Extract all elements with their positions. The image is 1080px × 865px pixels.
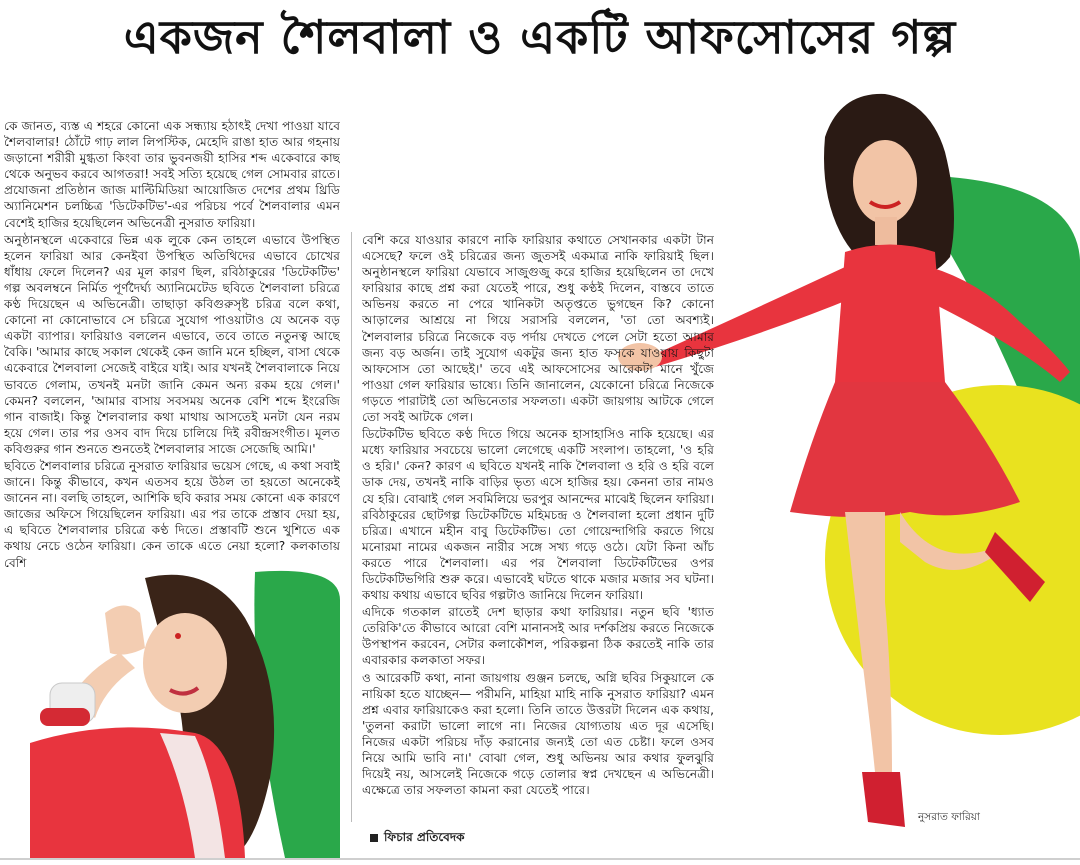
column-divider bbox=[351, 232, 352, 822]
article-column-center bbox=[362, 232, 714, 817]
paragraph: অনুষ্ঠানস্থলে একেবারে ভিন্ন এক লুকে কেন তাহলে এভাবে উপস্থিত হলেন ফারিয়া আর কেনইবা উপস্থিত অতিথিদের এভাবে চোখের ধাঁধায় ফেলে দিলেন? এর মূল কারণ ছিল, রবিঠাকুরের 'ডিটেকটিভ' গল্প অবলম্বনে নির্মিত পূর্ণদৈর্ঘ্য অ্যানিমেটেড ছবিতে শৈলবালা চরিত্রে কণ্ঠ দিয়েছেন এ অভিনেত্রী। তাছাড়া কবিগুরুসৃষ্ট চরিত্র বলে কথা, কোনো না কোনোভাবে সে চরিত্রে সুযোগ পাওয়াটাও যে অনেক বড় একটা ব্যাপার। ফারিয়াও বললেন এভাবে, তবে তাতে নতুনত্ব আছে বৈকি। 'আমার কাছে সকাল থেকেই কেন জানি মনে হচ্ছিল, বাসা থেকে একেবারে শৈলবালা সেজেই বাইরে যাই। আর যখনই শৈলবালাকে নিয়ে ভাবতে গেলাম, তখনই মনটা জানি কেমন অন্য রকম হয়ে গেল।' কেমন? বললেন, 'আমার বাসায় সবসময় অনেক বেশি শব্দে ইংরেজি গান বাজাই। কিন্তু শৈলবালার কথা মাথায় আসতেই মনটা যেন নরম হয়ে গেল। তার পর ওসব বাদ দিয়ে চালিয়ে দিই রবীন্দ্রসংগীত। মূলত কবিগুরুর গান শুনতে শুনতেই শৈলবালার সাজে সেজেছি আমি।' bbox=[4, 232, 340, 456]
paragraph: ডিটেকটিভ ছবিতে কণ্ঠ দিতে গিয়ে অনেক হাসাহাসিও নাকি হয়েছে। এর মধ্যে ফারিয়ার সবচেয়ে ভালো লেগেছে একটি সংলাপ। তাহলো, 'ও হরি ও হরি।' কেন? কারণ এ ছবিতে যখনই নাকি শৈলবালা ও হরি ও হরি বলে ডাক দেয়, তখনই নাকি বাড়ির ভৃত্য এসে হাজির হয়। কেননা তার নামও যে হরি। বোঝাই গেল সবমিলিয়ে ভরপুর আনন্দের মাঝেই ছিলেন ফারিয়া। রবিঠাকুরের ছোটগল্প ডিটেকটিভে মহিমচন্দ্র ও শৈলবালা হলো প্রধান দুটি চরিত্র। এখানে মহীন বাবু ডিটেকটিভ। তো গোয়েন্দাগিরি করতে গিয়ে মনোরমা নামের একজন নারীর সঙ্গে সখ্য গড়ে ওঠে। যেটা কিনা আঁচ করতে পারে শৈলবালা। এর পর শৈলবালা ডিটেকটিভের ওপর ডিটেকটিভগিরি শুরু করে। এভাবেই ঘটতে থাকে মজার মজার সব ঘটনা। কথায় কথায় এভাবে ছবির গল্পটাও জানিয়ে দিলেন ফারিয়া। bbox=[362, 427, 714, 603]
paragraph: এদিকে গতকাল রাতেই দেশ ছাড়ার কথা ফারিয়ার। নতুন ছবি 'ধ্যাত তেরিকি'তে কীভাবে আরো বেশি মানানসই আর দর্শকপ্রিয় করতে নিজেকে উপস্থাপন করবেন, সেটার কলাকৌশল, পরিকল্পনা ঠিক করতেই নাকি তার এবারকার কলকাতা সফর। bbox=[362, 605, 714, 668]
byline-square-icon bbox=[370, 834, 378, 842]
article-column-left bbox=[4, 118, 340, 573]
paragraph: ও আরেকটি কথা, নানা জায়গায় গুঞ্জন চলছে, অগ্নি ছবির সিকুয়ালে কে নায়িকা হতে যাচ্ছেন— পরীমনি, মাহিয়া মাহি নাকি নুসরাত ফারিয়া? এমন প্রশ্ন এবার ফারিয়াকেও করা হলো। তিনি তাতে উত্তরটা দিলেন এক কথায়, 'তুলনা করাটা ভালো লাগে না। নিজের যোগ্যতায় এত দূর এসেছি। নিজের একটা পরিচয় দাঁড় করানোর জন্যই তো এত চেষ্টা। ফলে ওসব নিয়ে আমি ভাবি না।' বোঝা গেল, শুধু অভিনয় আর কথার ফুলঝুরি দিয়েই নয়, আসলেই নিজেকে গড়ে তোলার স্বপ্ন দেখছেন এ অভিনেত্রী। এক্ষেত্রে তার সফলতা কামনা করা যেতেই পারে। bbox=[362, 670, 714, 798]
woman-portrait-figure bbox=[10, 558, 310, 858]
paragraph: বেশি করে যাওয়ার কারণে নাকি ফারিয়ার কথাতে সেখানকার একটা টান এসেছে? ফলে ওই চরিত্রের জন্য জুতসই একমাত্র নাকি ফারিয়াই ছিল। অনুষ্ঠানস্থলে ফারিয়া যেভাবে সাজুগুজু করে হাজির হয়েছিলেন তা দেখে ফারিয়ার কাছে প্রশ্ন করা যেতেই পারে, শুধু কণ্ঠই দিলেন, বাস্তবে তাতে অভিনয় করতে না পেরে খানিকটা অতৃপ্ততে ভুগছেন কি? কোনো আড়ালের আশ্রয়ে না গিয়ে সরাসরি বললেন, 'তা তো অবশ্যই। শৈলবালার চরিত্রে নিজেকে বড় পর্দায় দেখতে পেলে সেটা হতো আমার জন্য বড় অর্জন। তাই সুযোগ একটুর জন্য হাত ফসকে যাওয়ায় কিছুটা আফসোস তো আছেই।' তবে এই আফসোসের আরেকটা মানে খুঁজে পাওয়া গেল ফারিয়ার ভাষ্যে। তিনি জানালেন, যেকোনো চরিত্রে নিজেকে গড়তে পারাটাই তো অভিনেতার সফলতা। একটা জায়গায় আটকে গেলে তো সবই আটকে গেল। bbox=[362, 233, 714, 425]
headline: একজন শৈলবালা ও একটি আফসোসের গল্প bbox=[123, 10, 957, 64]
paragraph: ছবিতে শৈলবালার চরিত্রে নুসরাত ফারিয়ার ভয়েস গেছে, এ কথা সবাই জানে। কিন্তু কীভাবে, কখন এতসব হয়ে উঠল তা হয়তো অনেকেই জানেন না। বলছি তাহলে, আশিকি ছবি করার সময় কোনো এক কারণে জাজের অফিসে গিয়েছিলেন ফারিয়া। এর পর তাকে প্রস্তাব দেয়া হয়, এ ছবিতে শৈলবালার চরিত্রে কণ্ঠ দিতে। প্রস্তাবটি শুনে খুশিতে এক কথায় নেচে ওঠেন ফারিয়া। কেন তাকে এতে নেয়া হলো? কলকাতায় বেশি bbox=[4, 458, 340, 570]
photo-caption: নুসরাত ফারিয়া bbox=[918, 811, 980, 823]
byline-text: ফিচার প্রতিবেদক bbox=[384, 830, 465, 844]
byline bbox=[370, 829, 465, 849]
bottom-divider bbox=[0, 858, 1080, 860]
paragraph: কে জানত, ব্যস্ত এ শহরে কোনো এক সন্ধ্যায় হঠাৎই দেখা পাওয়া যাবে শৈলবালার! ঠোঁটে গাঢ় লাল লিপস্টিক, মেহেদি রাঙা হাত আর গহনায় জড়ানো শরীরী মুগ্ধতা কিংবা তার ভুবনজয়ী হাসির শব্দ একেবারে কাছ থেকে অনুভব করবে আগতরা! সবই সত্যি হয়েছে গেল সোমবার রাতে। প্রযোজনা প্রতিষ্ঠান জাজ মাল্টিমিডিয়া আয়োজিত দেশের প্রথম থ্রিডি অ্যানিমেশন চলচ্চিত্র 'ডিটেকটিভ'-এর পরিচয় পর্বে শৈলবালার এমন বেশেই হাজির হয়েছিলেন অভিনেত্রী নুসরাত ফারিয়া। bbox=[4, 119, 340, 230]
